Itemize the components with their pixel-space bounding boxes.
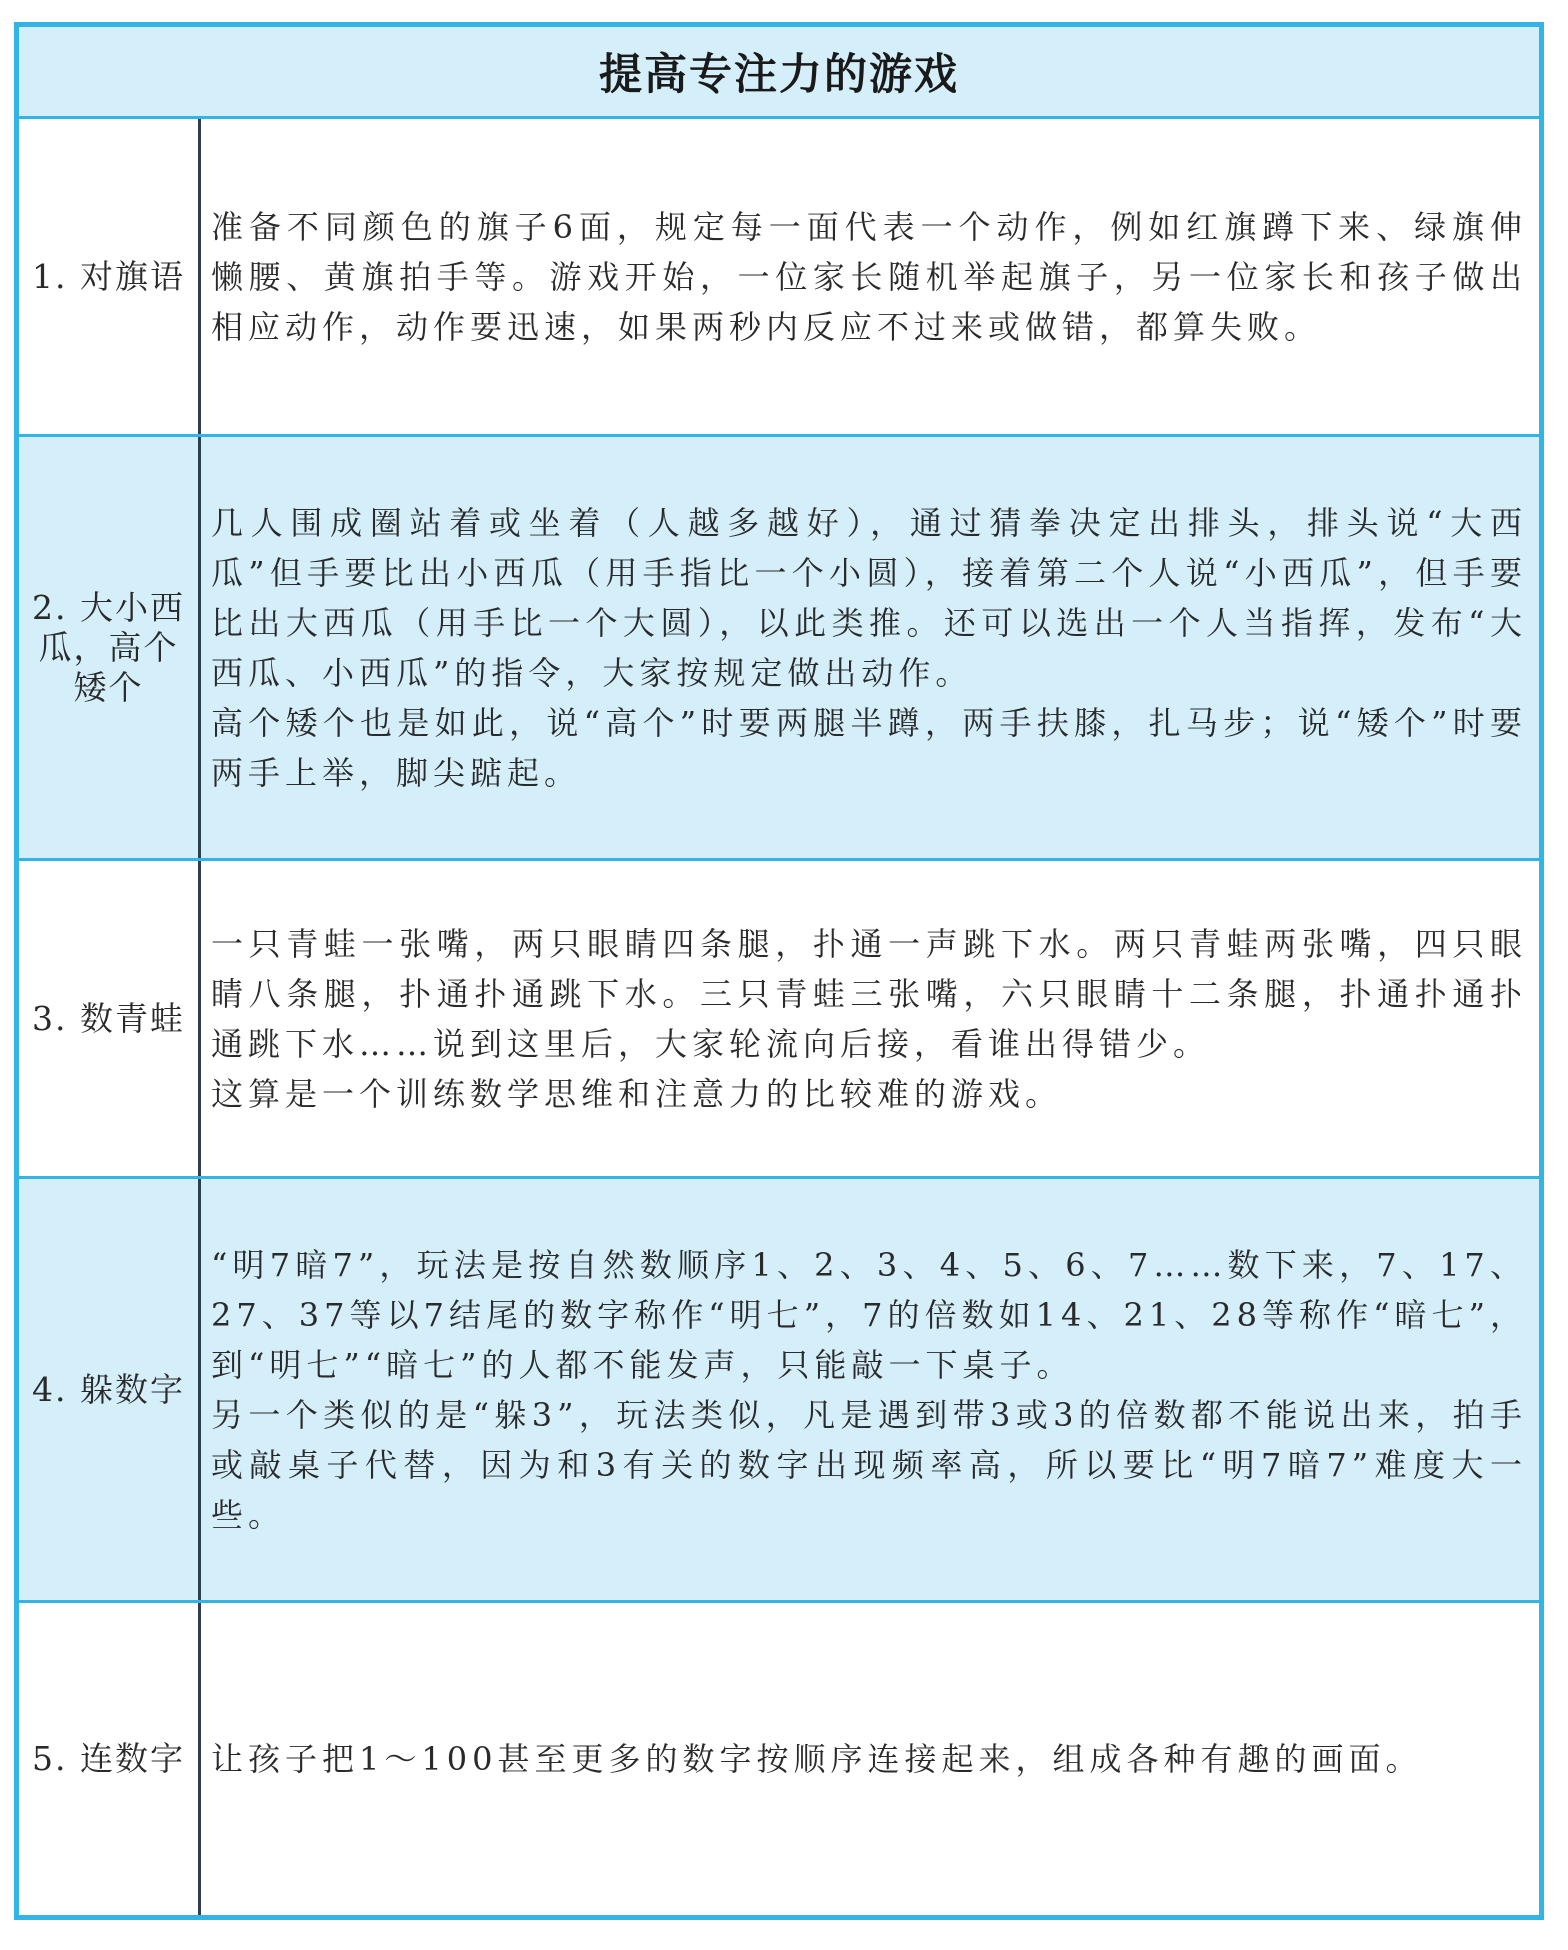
game-name: 4. 躲数字: [19, 1179, 201, 1600]
game-row-flag-signals: [19, 119, 1539, 437]
game-row-big-small-watermelon: [19, 437, 1539, 861]
table-title: 提高专注力的游戏: [19, 27, 1539, 119]
game-description-paragraph: 高个矮个也是如此，说“高个”时要两腿半蹲，两手扶膝，扎马步；说“矮个”时要两手上举，脚尖踮起。: [211, 703, 1527, 792]
game-row-avoid-numbers: [19, 1179, 1539, 1603]
game-name: 2. 大小西瓜，高个矮个: [19, 437, 201, 858]
game-name: 1. 对旗语: [19, 119, 201, 434]
game-description: [201, 861, 1539, 1176]
game-name: 3. 数青蛙: [19, 861, 201, 1176]
game-description-paragraph: 这算是一个训练数学思维和注意力的比较难的游戏。: [211, 1074, 1063, 1113]
game-description-paragraph: 让孩子把1～100甚至更多的数字按顺序连接起来，组成各种有趣的画面。: [211, 1740, 1423, 1778]
game-description-paragraph: 准备不同颜色的旗子6面，规定每一面代表一个动作，例如红旗蹲下来、绿旗伸懒腰、黄旗拍手等。游戏开始，一位家长随机举起旗子，另一位家长和孩子做出相应动作，动作要迅速，如果两秒内反应不过来或做错，都算失败。: [211, 207, 1527, 346]
game-description-paragraph: 另一个类似的是“躲3”，玩法类似，凡是遇到带3或3的倍数都不能说出来，拍手或敲桌子代替，因为和3有关的数字出现频率高，所以要比“明7暗7”难度大一些。: [211, 1395, 1527, 1534]
game-description: [201, 437, 1539, 858]
games-table: [14, 22, 1544, 1920]
game-description: [201, 1603, 1539, 1915]
game-description-paragraph: 几人围成圈站着或坐着（人越多越好），通过猜拳决定出排头，排头说“大西瓜”但手要比出小西瓜（用手指比一个小圆），接着第二个人说“小西瓜”，但手要比出大西瓜（用手比一个大圆），以此类推。还可以选出一个人当指挥，发布“大西瓜、小西瓜”的指令，大家按规定做出动作。: [211, 503, 1527, 692]
game-description: [201, 1179, 1539, 1600]
game-description-paragraph: 一只青蛙一张嘴，两只眼睛四条腿，扑通一声跳下水。两只青蛙两张嘴，四只眼睛八条腿，扑通扑通跳下水。三只青蛙三张嘴，六只眼睛十二条腿，扑通扑通扑通跳下水……说到这里后，大家轮流向后接，看谁出得错少。: [211, 924, 1527, 1063]
game-name: 5. 连数字: [19, 1603, 201, 1915]
game-row-connect-numbers: [19, 1603, 1539, 1915]
game-row-counting-frogs: [19, 861, 1539, 1179]
game-description-paragraph: “明7暗7”，玩法是按自然数顺序1、2、3、4、5、6、7……数下来，7、17、27、37等以7结尾的数字称作“明七”，7的倍数如14、21、28等称作“暗七”，到“明七”“暗七”的人都不能发声，只能敲一下桌子。: [211, 1245, 1527, 1384]
game-description: [201, 119, 1539, 434]
